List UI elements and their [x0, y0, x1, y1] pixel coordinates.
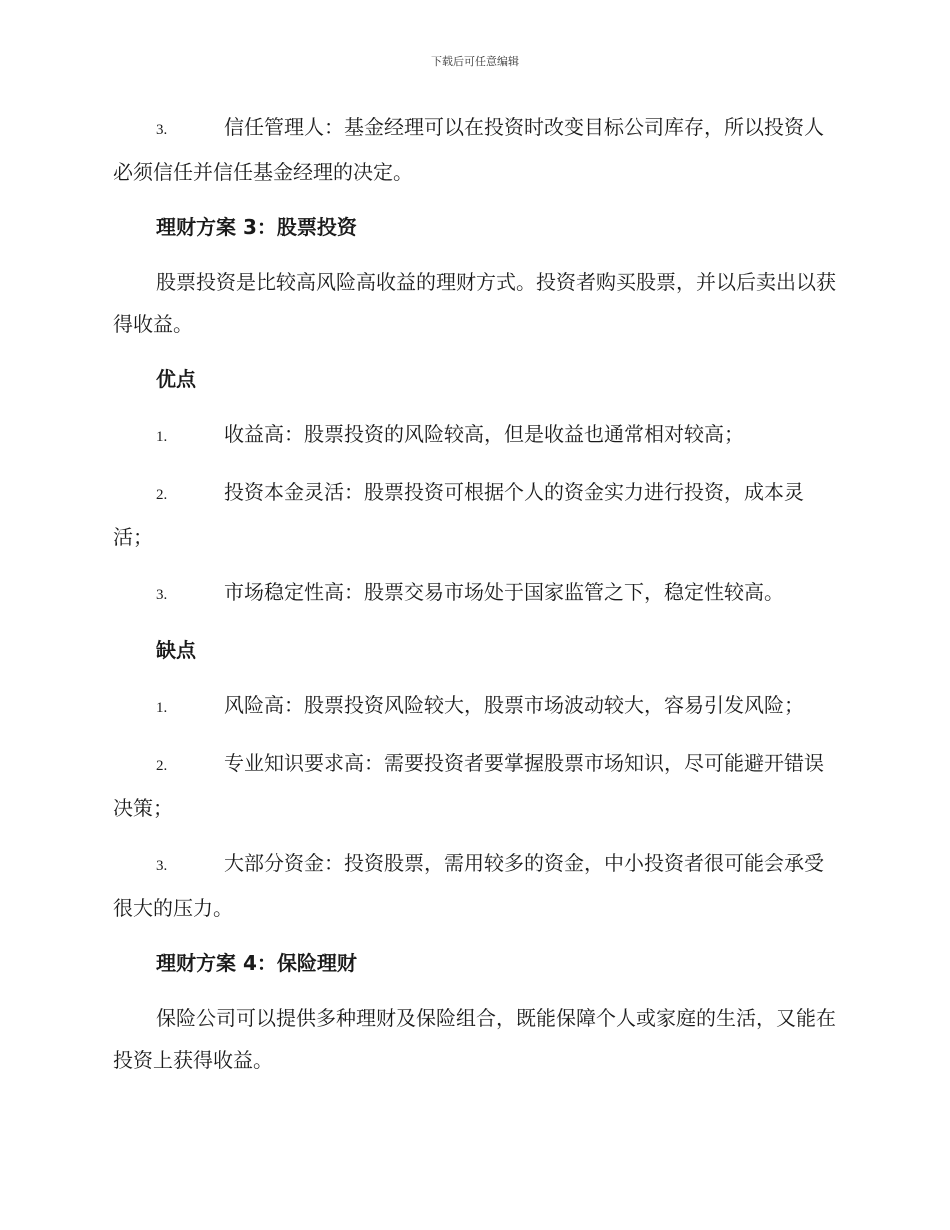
document-body [113, 106, 839, 1094]
paragraph: 保险公司可以提供多种理财及保险组合，既能保障个人或家庭的生活，又能在投资上获得收益。 [113, 1006, 836, 1072]
page-header: 下载后可任意编辑 [431, 55, 519, 68]
list-item [113, 684, 839, 729]
list-item [113, 106, 839, 193]
list-number: 3. [156, 122, 168, 138]
list-number: 2. [156, 487, 168, 503]
list-item [113, 742, 839, 829]
list-item [113, 413, 839, 458]
list-text: 信任管理人：基金经理可以在投资时改变目标公司库存，所以投资人必须信任并信任基金经理的决定。 [113, 115, 824, 184]
list-text: 市场稳定性高：股票交易市场处于国家监管之下，稳定性较高。 [224, 580, 784, 604]
subheading-cons: 缺点 [156, 638, 196, 662]
list-text: 收益高：股票投资的风险较高，但是收益也通常相对较高； [224, 422, 744, 446]
subheading-pros: 优点 [156, 367, 196, 391]
list-item [113, 571, 839, 616]
section-heading: 理财方案 3：股票投资 [156, 215, 357, 239]
list-number: 3. [156, 587, 168, 603]
list-number: 1. [156, 700, 168, 716]
list-number: 3. [156, 858, 168, 874]
list-item [113, 842, 839, 929]
list-text: 专业知识要求高：需要投资者要掌握股票市场知识，尽可能避开错误决策； [113, 751, 824, 820]
list-text: 大部分资金：投资股票，需用较多的资金，中小投资者很可能会承受很大的压力。 [113, 851, 824, 920]
paragraph: 股票投资是比较高风险高收益的理财方式。投资者购买股票，并以后卖出以获得收益。 [113, 270, 836, 336]
list-text: 风险高：股票投资风险较大，股票市场波动较大，容易引发风险； [224, 693, 804, 717]
list-item [113, 471, 839, 558]
section-heading: 理财方案 4：保险理财 [156, 951, 357, 975]
list-number: 2. [156, 758, 168, 774]
list-text: 投资本金灵活：股票投资可根据个人的资金实力进行投资，成本灵活； [113, 480, 804, 549]
list-number: 1. [156, 429, 168, 445]
